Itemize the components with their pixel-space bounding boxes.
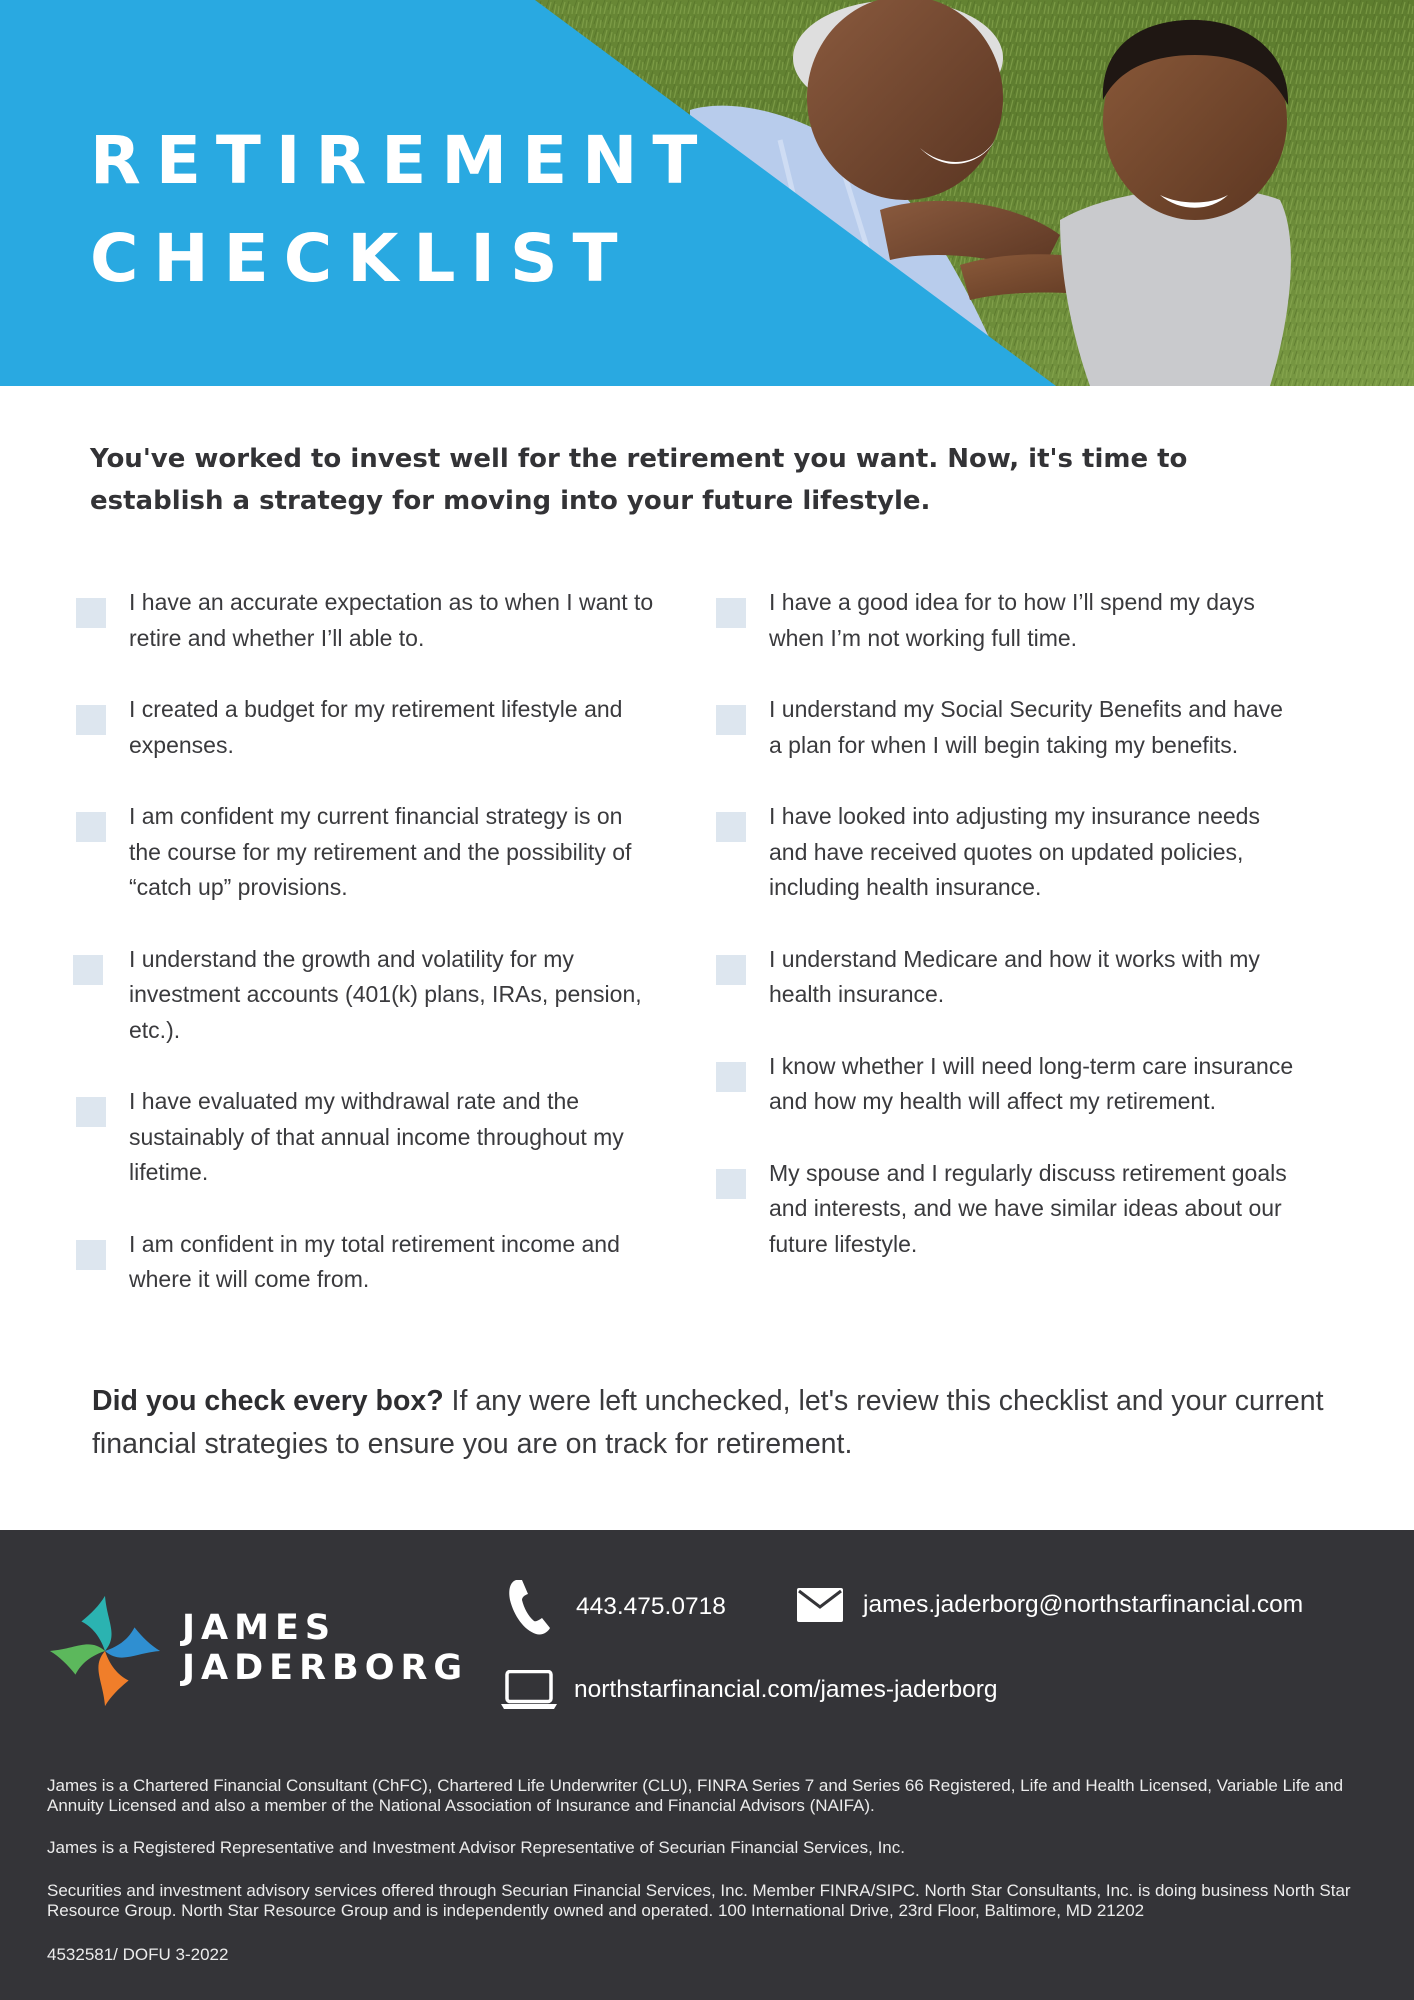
checkbox[interactable] [716,1062,746,1092]
advisor-last-name: JADERBORG [182,1648,469,1688]
checkbox[interactable] [716,812,746,842]
checklist-item-text: My spouse and I regularly discuss retirement goals and interests, and we have similar ideas about our future lifestyle. [769,1159,1287,1257]
checklist-item [76,1227,656,1298]
checklist-item [716,585,1296,656]
cta-text: If any were left unchecked, let's review this checklist and your current financial strategies to ensure you are on track for retirement. [92,1385,1324,1460]
checklist-item-text: I have looked into adjusting my insurance needs and have received quotes on updated policies, including health insurance. [769,803,1260,900]
website-contact[interactable] [500,1670,998,1710]
advisor-first-name: JAMES [182,1608,337,1648]
checklist-item [716,1049,1296,1120]
checklist-item [716,942,1296,1013]
checkbox[interactable] [716,598,746,628]
document-code: 4532581/ DOFU 3-2022 [47,1945,229,1964]
representative-disclosure: James is a Registered Representative and Investment Advisor Representative of Securian Financial Services, Inc. [47,1838,905,1857]
checklist-left-column [76,585,656,1334]
header-banner [0,0,1414,386]
credentials-disclosure: James is a Chartered Financial Consultant (ChFC), Chartered Life Underwriter (CLU), FINRA Series 7 and Series 66 Registered, Life and Health Licensed, Variable Life and Annuity Licensed and also a member of the National Association of Insurance and Financial Advisors (NAIFA). [47,1776,1344,1815]
checkbox[interactable] [716,705,746,735]
title-line-2: CHECKLIST [90,220,633,297]
checkbox[interactable] [76,812,106,842]
checkbox[interactable] [76,1097,106,1127]
checklist-item [76,799,656,906]
call-to-action [92,1380,1332,1466]
intro-text: You've worked to invest well for the retirement you want. Now, it's time to establish a strategy for moving into your future lifestyle. [90,444,1188,516]
footer [0,1530,1414,2000]
checkbox[interactable] [716,955,746,985]
email-address: james.jaderborg@northstarfinancial.com [863,1591,1304,1618]
checklist-item-text: I understand Medicare and how it works with my health insurance. [769,945,1260,1007]
checklist-item-text: I created a budget for my retirement lifestyle and expenses. [129,696,623,758]
checklist-item-text: I have a good idea for to how I’ll spend my days when I’m not working full time. [769,589,1255,651]
checkbox[interactable] [76,1240,106,1270]
page-title [90,112,712,308]
cta-question: Did you check every box? [92,1385,444,1417]
advisor-name [182,1608,468,1688]
checklist-item-text: I understand the growth and volatility for my investment accounts (401(k) plans, IRAs, pension, etc.). [129,945,642,1043]
checklist-item [76,1084,656,1191]
checkbox[interactable] [76,705,106,735]
phone-contact[interactable] [506,1578,726,1636]
checklist-item [76,692,656,763]
checkbox[interactable] [716,1169,746,1199]
email-contact[interactable] [797,1588,1303,1622]
laptop-icon [500,1670,558,1710]
checklist-item-text: I am confident my current financial strategy is on the course for my retirement and the possibility of “catch up” provisions. [129,803,632,900]
checklist-item [716,1156,1296,1263]
checklist-item [76,585,656,656]
checklist-item-text: I know whether I will need long-term care insurance and how my health will affect my retirement. [769,1052,1294,1114]
checklist-item [76,942,656,1049]
phone-number: 443.475.0718 [576,1593,726,1620]
checklist-item-text: I understand my Social Security Benefits and have a plan for when I will begin taking my benefits. [769,696,1283,758]
phone-icon [506,1578,552,1636]
website-url: northstarfinancial.com/james-jaderborg [574,1676,998,1703]
securities-disclosure: Securities and investment advisory services offered through Securian Financial Services, Inc. Member FINRA/SIPC. North Star Consultants, Inc. is doing business North Star Resource Group. North Star Resource Group and is independently owned and operated. 100 International Drive, 23rd Floor, Baltimore, MD 21202 [47,1881,1351,1920]
north-star-logo-icon [46,1592,164,1710]
checklist-item-text: I am confident in my total retirement income and where it will come from. [129,1230,620,1292]
checklist-item [716,692,1296,763]
envelope-icon [797,1588,843,1622]
checklist-item-text: I have evaluated my withdrawal rate and the sustainably of that annual income throughout my lifetime. [129,1088,624,1185]
checkbox[interactable] [76,598,106,628]
checkbox[interactable] [73,955,103,985]
title-line-1: RETIREMENT [90,122,713,199]
checklist-item [716,799,1296,906]
checklist-right-column [716,585,1296,1298]
checklist-item-text: I have an accurate expectation as to when I want to retire and whether I’ll able to. [129,589,654,651]
